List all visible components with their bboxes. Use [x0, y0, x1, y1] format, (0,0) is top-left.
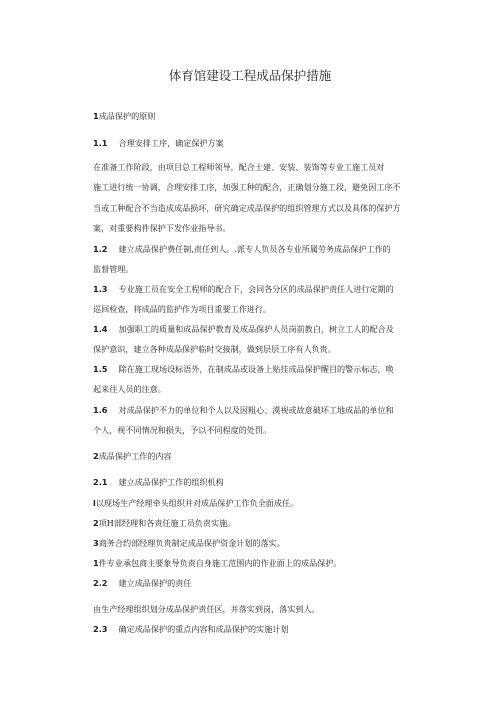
list-item-text: 商务合约部经理负贵制定成品保护资金计划的落实。 — [98, 538, 285, 548]
subsection-number: 2.2 — [93, 578, 108, 588]
paragraph-text: 起来往人员的注意。 — [93, 384, 166, 394]
paragraph-text: 巡回检查，将成品的监护作为项目重要工作进行。 — [93, 304, 272, 314]
paragraph-line — [93, 222, 423, 234]
subsection-heading — [93, 577, 423, 589]
page-title: 体育馆建设工程成品保护措施 — [168, 68, 332, 83]
subsection-number: 1.1 — [93, 138, 108, 148]
subsection-text: 专业施工员在安全工程师的配合下，会同各分区的成品保护责任人进行定期的 — [118, 284, 394, 294]
subsection-text: 对成品保护不力的单位和个人以及因粗心、漠视或故意破坏工地成品的单位和 — [118, 405, 394, 415]
paragraph-line — [93, 383, 423, 395]
paragraph-text: 施工进行统一协调，合理安排工序，加强工种的配合，正确划分施工段，避免因工序不 — [93, 182, 401, 192]
subsection-text: 建立成品保护工作的组织机构 — [118, 477, 224, 487]
paragraph-line — [93, 263, 423, 275]
subsection-number: 1.3 — [93, 284, 108, 294]
subsection-number: 2.3 — [93, 624, 108, 634]
section-number: 2 — [93, 451, 99, 461]
paragraph-text: 监督管理。 — [93, 264, 134, 274]
subsection-number: 1.5 — [93, 364, 108, 374]
list-item-text: 以现场生产经理牵头组织并对成品保护工作负全面成任。 — [95, 498, 299, 508]
list-item — [93, 497, 423, 509]
paragraph-line — [93, 303, 423, 315]
subsection-heading — [93, 404, 423, 416]
paragraph-text: 个人，视不同情况和损失，予以不同程度的处罚。 — [93, 425, 272, 435]
subsection-text: 建立成品保护的责任 — [118, 578, 192, 588]
subsection-heading — [93, 623, 423, 635]
list-item — [93, 557, 423, 569]
list-item-number: 2 — [93, 518, 99, 528]
subsection-text: 除在施工现场设标语外，在制成品或设备上贴挂成品保护醒目的警示标志，唤 — [118, 364, 394, 374]
paragraph-line — [93, 603, 423, 615]
subsection-heading — [93, 137, 423, 149]
section-number: 1 — [93, 111, 99, 121]
subsection-heading — [93, 476, 423, 488]
subsection-number: 1.6 — [93, 405, 108, 415]
subsection-text: 确定成品保护的重点内容和成品保护的实施计划 — [118, 624, 289, 634]
subsection-heading — [93, 323, 423, 335]
section-text: 成品保护工作的内容 — [98, 451, 172, 461]
paragraph-line — [93, 181, 423, 193]
subsection-text: 合理安排工序，确定保护方案 — [118, 138, 224, 148]
list-item-text: 项H部经理和各责任施工员负责实施。 — [98, 518, 236, 528]
paragraph-text: 案，对重要构件保护下发作业指导书。 — [93, 223, 231, 233]
paragraph-line — [93, 202, 423, 214]
list-item — [93, 537, 423, 549]
section-text: 成品保护的原则 — [98, 111, 156, 121]
section-heading — [93, 110, 423, 122]
subsection-number: 1.2 — [93, 244, 108, 254]
paragraph-text: 当或工种配合不当造成成品损坏，研究确定成品保护的组织管理方式以及具体的保护方 — [93, 203, 401, 213]
paragraph-text: 在准备工作阶段，由项目总工程师领导，配合土建、安装、装饰等专业工施工员对 — [93, 162, 385, 172]
paragraph-line — [93, 343, 423, 355]
subsection-number: 1.4 — [93, 324, 108, 334]
list-item-number: l — [93, 498, 96, 508]
paragraph-text: 保护意识，建立各种成品保护临时交接制，做到层层工序有人负贵。 — [93, 344, 336, 354]
subsection-heading — [93, 243, 423, 255]
list-item — [93, 517, 423, 529]
subsection-heading — [93, 363, 423, 375]
paragraph-text: 由生产经理组织划分成品保护责任区，并落实到岗，落实到人。 — [93, 604, 320, 614]
subsection-heading — [93, 283, 423, 295]
paragraph-line — [93, 161, 423, 173]
section-heading — [93, 450, 423, 462]
subsection-text: 加强职工的质量和成品保护教育及成品保护人员岗前教白，树立工人的配合及 — [118, 324, 394, 334]
list-item-number: 3 — [93, 538, 99, 548]
subsection-number: 2.1 — [93, 477, 108, 487]
paragraph-line — [93, 424, 423, 436]
list-item-number: 1 — [93, 558, 99, 568]
list-item-text: 件专业承包商主要象导负责自身施工范围内的作业面上的成品保护。 — [98, 558, 342, 568]
subsection-text: 建立成品保护费任制,责任到人。.派专人负员各专业所属劳务成品保护工作的 — [118, 244, 391, 254]
